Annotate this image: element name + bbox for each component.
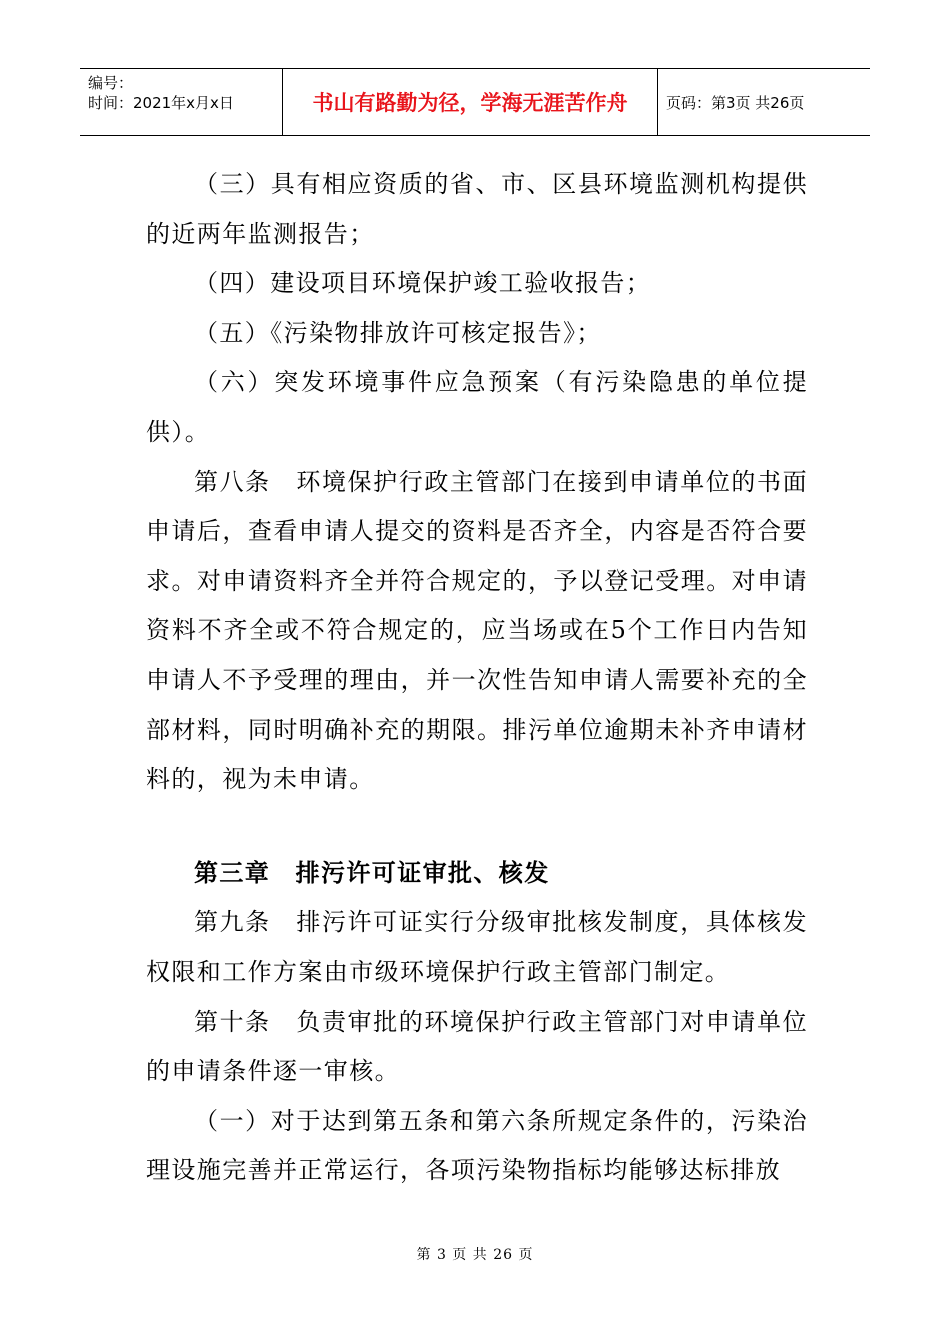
document-body <box>146 160 808 1196</box>
document-time-label: 时间：2021年x月x日 <box>88 94 234 112</box>
paragraph-item-3: （三）具有相应资质的省、市、区县环境监测机构提供的近两年监测报告； <box>146 170 808 248</box>
article-9: 第九条 排污许可证实行分级审批核发制度，具体核发权限和工作方案由市级环境保护行政主管部门制定。 <box>146 908 808 986</box>
page-footer: 第 3 页 共 26 页 <box>416 1247 534 1263</box>
article-10: 第十条 负责审批的环境保护行政主管部门对申请单位的申请条件逐一审核。 <box>146 1007 808 1086</box>
article-8: 第八条 环境保护行政主管部门在接到申请单位的书面申请后，查看申请人提交的资料是否齐全，内容是否符合要求。对申请资料齐全并符合规定的，予以登记受理。对申请资料不齐全或不符合规定的，应当场或在5个工作日内告知申请人不予受理的理由，并一次性告知申请人需要补充的全部材料，同时明确补充的期限。排污单位逾期未补齐申请材料的，视为未申请。 <box>146 467 808 794</box>
header-motto-cell <box>282 69 658 135</box>
header-motto: 书山有路勤为径，学海无涯苦作舟 <box>312 91 628 115</box>
paragraph-item-4: （四）建设项目环境保护竣工验收报告； <box>194 269 652 298</box>
paragraph-item-1: （一）对于达到第五条和第六条所规定条件的，污染治理设施完善并正常运行，各项污染物指标均能够达标排放 <box>146 1106 808 1185</box>
chapter-title: 第三章 排污许可证审批、核发 <box>194 858 550 887</box>
header-page-info: 页码：第3页 共26页 <box>666 93 805 112</box>
paragraph-item-5: （五）《污染物排放许可核定报告》； <box>194 318 602 347</box>
header-meta <box>80 69 282 135</box>
paragraph-item-6: （六）突发环境事件应急预案（有污染隐患的单位提供）。 <box>146 368 808 446</box>
page-header <box>80 68 870 136</box>
document-number-label: 编号： <box>88 74 134 92</box>
